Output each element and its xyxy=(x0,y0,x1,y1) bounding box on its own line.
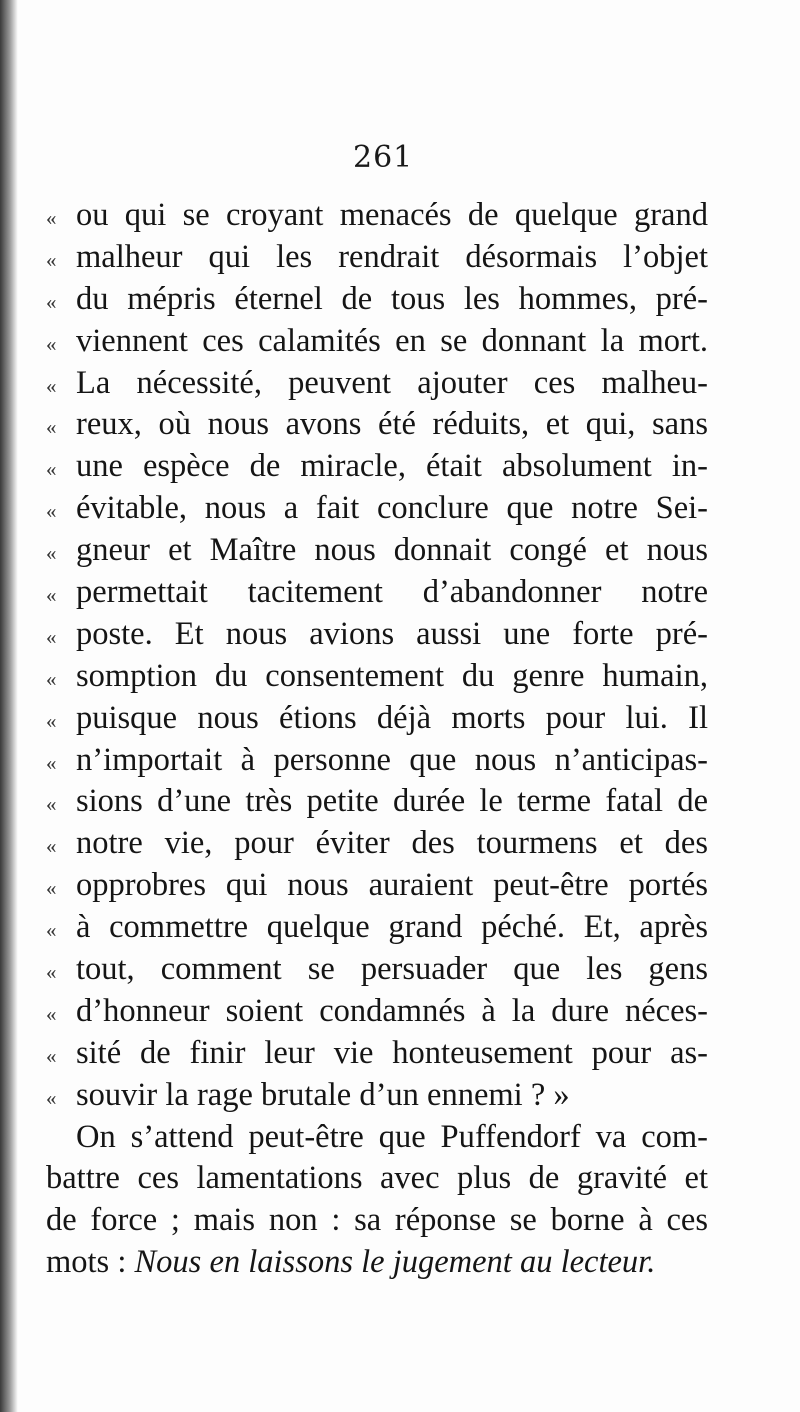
quoted-line xyxy=(46,446,708,488)
line-text: notre vie, pour éviter des tourmens et des xyxy=(76,825,708,862)
line-text: souvir la rage brutale d’un ennemi ? » xyxy=(76,1076,570,1113)
quoted-line xyxy=(46,1075,708,1117)
line-text: d’honneur soient condamnés à la dure néces- xyxy=(76,992,708,1029)
quoted-line xyxy=(46,698,708,740)
paragraph xyxy=(46,1117,708,1243)
quoted-line xyxy=(46,656,708,698)
quoted-line xyxy=(46,572,708,614)
line-text: On s’attend peut-être que Puffendorf va com- xyxy=(76,1118,708,1155)
quote-mark: « xyxy=(46,331,57,356)
text-line-final xyxy=(46,1242,708,1284)
line-text: tout, comment se persuader que les gens xyxy=(76,951,708,988)
line-text: évitable, nous a fait conclure que notre Sei- xyxy=(76,490,708,527)
quoted-passage xyxy=(46,195,708,1117)
paragraph-line xyxy=(46,1200,708,1242)
quoted-line xyxy=(46,195,708,237)
quote-mark: « xyxy=(46,1001,57,1026)
quote-mark: « xyxy=(46,499,57,524)
quote-mark: « xyxy=(46,876,57,901)
line-text: poste. Et nous avions aussi une forte pré- xyxy=(76,615,708,652)
line-text: ou qui se croyant menacés de quelque grand xyxy=(76,197,708,233)
line-text: viennent ces calamités en se donnant la mort. xyxy=(76,322,708,359)
quote-mark: « xyxy=(46,750,57,775)
quoted-line xyxy=(46,1033,708,1075)
quoted-line xyxy=(46,740,708,782)
quoted-line xyxy=(46,823,708,865)
quote-mark: « xyxy=(46,1085,57,1110)
line-text: La nécessité, peuvent ajouter ces malheu- xyxy=(76,364,708,401)
quote-mark: « xyxy=(46,373,57,398)
quote-mark: « xyxy=(46,1043,57,1068)
quote-mark: « xyxy=(46,834,57,859)
quote-mark: « xyxy=(46,247,57,272)
quoted-line xyxy=(46,488,708,530)
line-text: à commettre quelque grand péché. Et, après xyxy=(76,909,708,946)
quote-mark: « xyxy=(46,206,57,230)
line-text: permettait tacitement d’abandonner notre xyxy=(76,574,708,611)
quote-mark: « xyxy=(46,457,57,482)
line-text: reux, où nous avons été réduits, et qui, sans xyxy=(76,406,708,443)
line-text: puisque nous étions déjà morts pour lui. Il xyxy=(76,699,708,736)
line-text: battre ces lamentations avec plus de gravité et xyxy=(46,1160,708,1197)
quoted-line xyxy=(46,614,708,656)
quote-mark: « xyxy=(46,289,57,314)
quoted-line xyxy=(46,907,708,949)
line-text: une espèce de miracle, était absolument in- xyxy=(76,448,708,485)
line-text: n’importait à personne que nous n’anticipas- xyxy=(76,741,708,778)
quote-mark: « xyxy=(46,541,57,566)
book-page xyxy=(18,0,800,1412)
quoted-line xyxy=(46,865,708,907)
quote-mark: « xyxy=(46,583,57,608)
quote-mark: « xyxy=(46,415,57,440)
line-text: du mépris éternel de tous les hommes, pré- xyxy=(76,280,708,317)
final-line-prefix: mots : xyxy=(46,1244,135,1281)
line-text: de force ; mais non : sa réponse se borne à ces xyxy=(46,1202,708,1239)
quoted-line xyxy=(46,321,708,363)
line-text: malheur qui les rendrait désormais l’objet xyxy=(76,238,708,275)
line-text: somption du consentement du genre humain, xyxy=(76,657,708,694)
scan-edge-shadow xyxy=(0,0,18,1412)
quoted-line xyxy=(46,991,708,1033)
line-text: opprobres qui nous auraient peut-être portés xyxy=(76,867,708,904)
quoted-line xyxy=(46,237,708,279)
line-text: sions d’une très petite durée le terme fatal de xyxy=(76,783,708,820)
final-line-italic: Nous en laissons le jugement au lecteur. xyxy=(134,1244,656,1281)
page-text xyxy=(46,195,708,1284)
quote-mark: « xyxy=(46,666,57,691)
quote-mark: « xyxy=(46,918,57,943)
quoted-line xyxy=(46,781,708,823)
quoted-line xyxy=(46,279,708,321)
quote-mark: « xyxy=(46,708,57,733)
quoted-line xyxy=(46,363,708,405)
quoted-line xyxy=(46,530,708,572)
quote-mark: « xyxy=(46,624,57,649)
paragraph-line xyxy=(46,1158,708,1200)
page-number: 261 xyxy=(353,140,414,175)
line-text: sité de finir leur vie honteusement pour as- xyxy=(76,1034,708,1071)
line-text: gneur et Maître nous donnait congé et nous xyxy=(76,532,708,569)
quote-mark: « xyxy=(46,960,57,985)
quoted-line xyxy=(46,404,708,446)
paragraph-line xyxy=(46,1117,708,1159)
quoted-line xyxy=(46,949,708,991)
quote-mark: « xyxy=(46,792,57,817)
